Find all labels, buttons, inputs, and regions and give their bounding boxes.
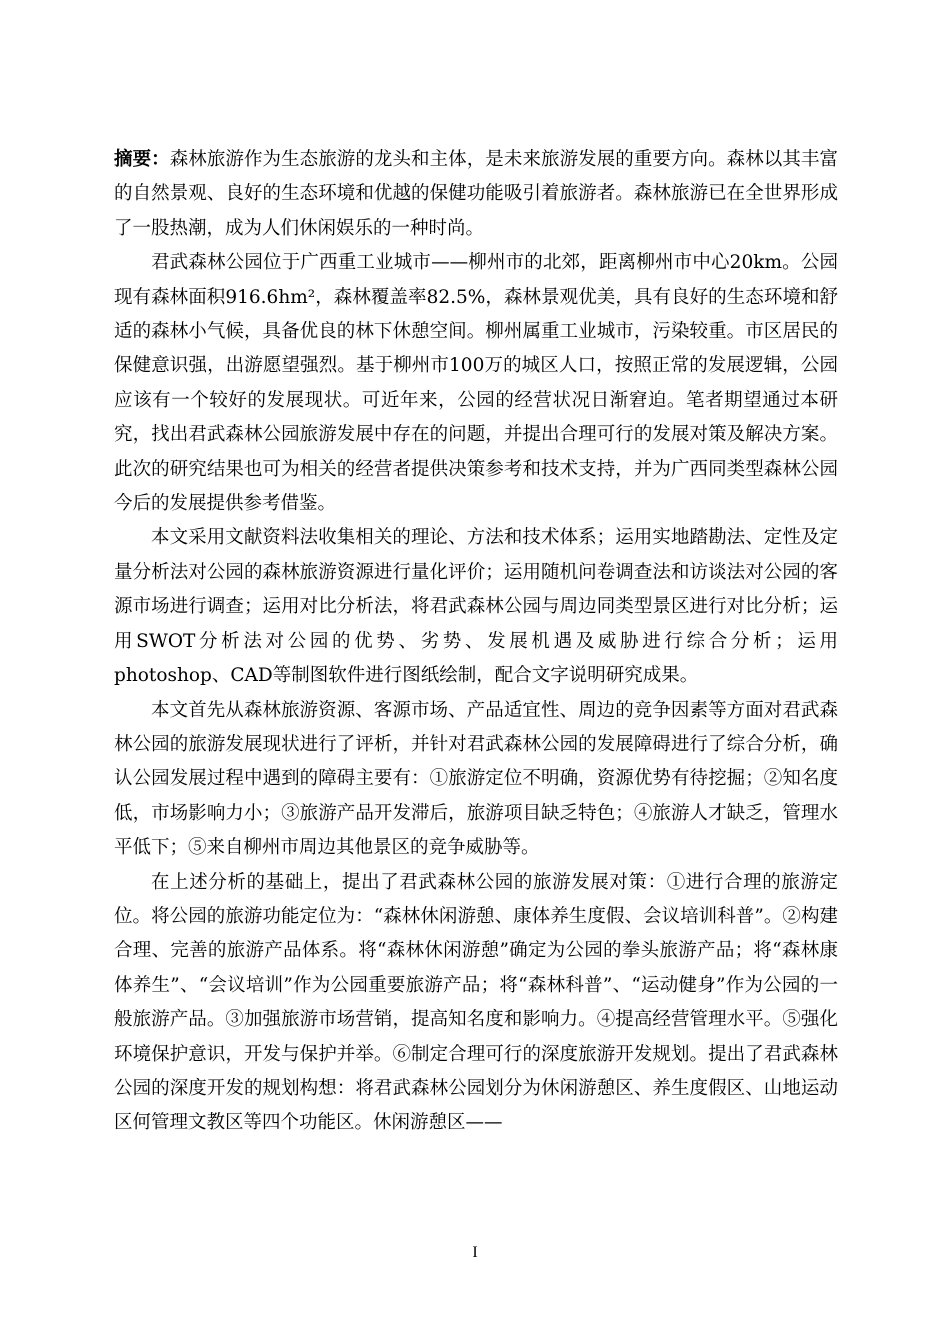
abstract-paragraph-4: 本文首先从森林旅游资源、客源市场、产品适宜性、周边的竞争因素等方面对君武森林公园的旅游发展现状进行了评析，并针对君武森林公园的发展障碍进行了综合分析，确认公园发展过程中遇到的障碍主要有：①旅游定位不明确，资源优势有待挖掘；②知名度低，市场影响力小；③旅游产品开发滞后，旅游项目缺乏特色；④旅游人才缺乏，管理水平低下；⑤来自柳州市周边其他景区的竞争威胁等。 (114, 699, 838, 859)
abstract-paragraph-2: 君武森林公园位于广西重工业城市——柳州市的北郊，距离柳州市中心20km。公园现有森林面积916.6hm²，森林覆盖率82.5%，森林景观优美，具有良好的生态环境和舒适的森林小气候，具备优良的林下休憩空间。柳州属重工业城市，污染较重。市区居民的保健意识强，出游愿望强烈。基于柳州市100万的城区人口，按照正常的发展逻辑，公园应该有一个较好的发展现状。可近年来，公园的经营状况日渐窘迫。笔者期望通过本研究，找出君武森林公园旅游发展中存在的问题，并提出合理可行的发展对策及解决方案。此次的研究结果也可为相关的经营者提供决策参考和技术支持，并为广西同类型森林公园今后的发展提供参考借鉴。 (114, 252, 838, 515)
abstract-paragraph-5: 在上述分析的基础上，提出了君武森林公园的旅游发展对策：①进行合理的旅游定位。将公园的旅游功能定位为：“森林休闲游憩、康体养生度假、会议培训科普”。②构建合理、完善的旅游产品体系。将“森林休闲游憩”确定为公园的拳头旅游产品；将“森林康体养生”、“会议培训”作为公园重要旅游产品；将“森林科普”、“运动健身”作为公园的一般旅游产品。③加强旅游市场营销，提高知名度和影响力。④提高经营管理水平。⑤强化环境保护意识，开发与保护并举。⑥制定合理可行的深度旅游开发规划。提出了君武森林公园的深度开发的规划构想：将君武森林公园划分为休闲游憩区、养生度假区、山地运动区何管理文教区等四个功能区。休闲游憩区—— (114, 871, 838, 1134)
page-number: I (472, 1244, 478, 1261)
abstract-paragraph-3: 本文采用文献资料法收集相关的理论、方法和技术体系；运用实地踏勘法、定性及定量分析法对公园的森林旅游资源进行量化评价；运用随机问卷调查法和访谈法对公园的客源市场进行调查；运用对比分析法，将君武森林公园与周边同类型景区进行对比分析；运用SWOT分析法对公园的优势、劣势、发展机遇及威胁进行综合分析；运用photoshop、CAD等制图软件进行图纸绘制，配合文字说明研究成果。 (114, 527, 838, 687)
abstract-label: 摘要： (114, 149, 170, 170)
abstract-paragraph-1 (114, 143, 838, 246)
abstract-paragraph-1-text: 森林旅游作为生态旅游的龙头和主体，是未来旅游发展的重要方向。森林以其丰富的自然景观、良好的生态环境和优越的保健功能吸引着旅游者。森林旅游已在全世界形成了一股热潮，成为人们休闲娱乐的一种时尚。 (114, 149, 838, 239)
abstract-body (114, 143, 838, 1141)
